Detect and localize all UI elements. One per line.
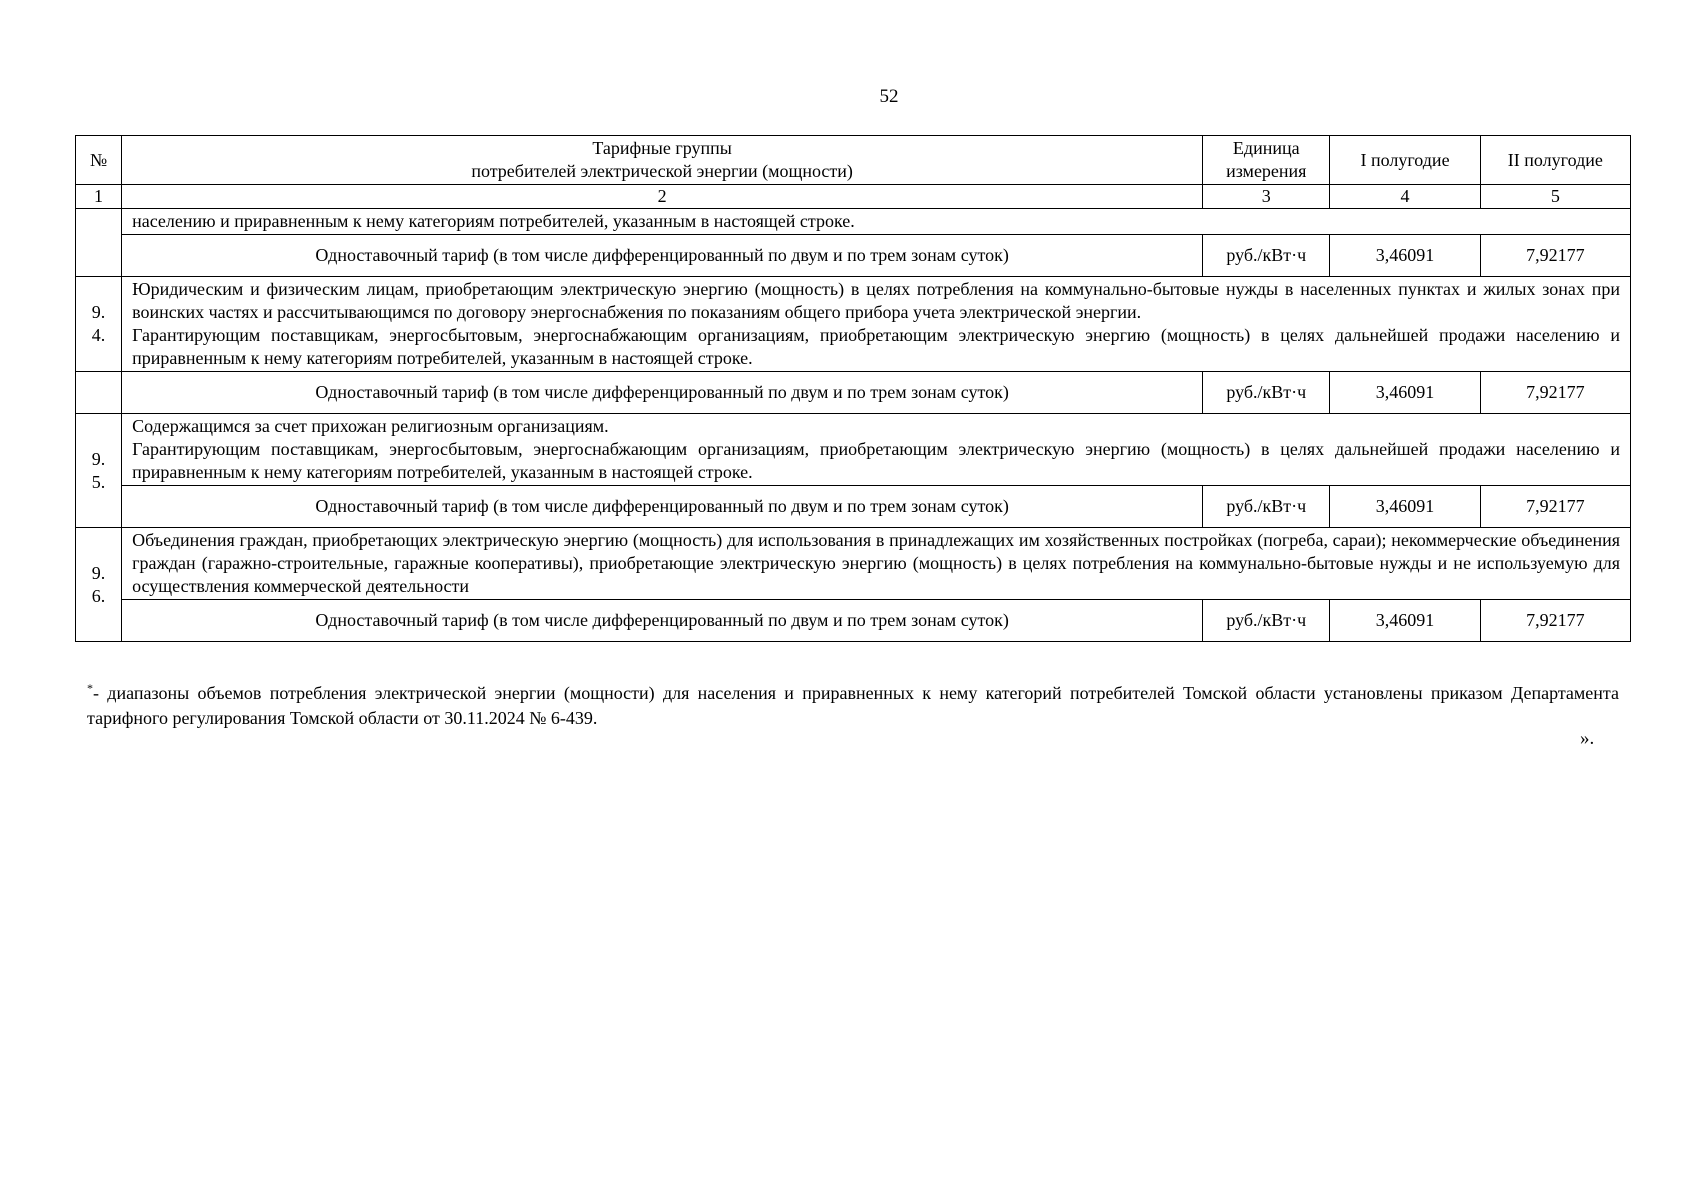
row-number-empty — [76, 372, 122, 414]
row-number — [76, 209, 122, 277]
row-number: 9. 5. — [76, 414, 122, 528]
table-header-row — [76, 136, 1631, 185]
rate-label: Одноставочный тариф (в том числе дифференцированный по двум и по трем зонам суток) — [122, 372, 1203, 414]
table-row — [76, 277, 1631, 372]
rate-row — [76, 600, 1631, 642]
rate-row — [76, 235, 1631, 277]
header-second-half: II полугодие — [1480, 136, 1630, 185]
header-first-half: I полугодие — [1330, 136, 1480, 185]
rate-unit: руб./кВт·ч — [1203, 600, 1330, 642]
header-number: № — [76, 136, 122, 185]
row-number: 9. 6. — [76, 528, 122, 642]
column-index: 5 — [1480, 185, 1630, 209]
header-unit: Единица измерения — [1203, 136, 1330, 185]
row-description: Содержащимся за счет прихожан религиозным организациям. Гарантирующим поставщикам, энергосбытовым, энергоснабжающим организациям, приобретающим электрическую энергию (мощность) в целях дальнейшей продажи населению и приравненным к нему категориям потребителей, указанным в настоящей строке. — [122, 414, 1631, 486]
rate-row — [76, 372, 1631, 414]
footnote-mark: * — [87, 681, 93, 695]
column-index: 4 — [1330, 185, 1480, 209]
rate-second-half: 7,92177 — [1480, 600, 1630, 642]
table-row — [76, 209, 1631, 235]
table-row — [76, 414, 1631, 486]
column-index-row — [76, 185, 1631, 209]
rate-unit: руб./кВт·ч — [1203, 235, 1330, 277]
rate-second-half: 7,92177 — [1480, 372, 1630, 414]
page-number: 52 — [879, 86, 899, 107]
closing-quote: ». — [1580, 728, 1595, 749]
rate-second-half: 7,92177 — [1480, 486, 1630, 528]
column-index: 2 — [122, 185, 1203, 209]
rate-first-half: 3,46091 — [1330, 235, 1480, 277]
header-tariff-groups: Тарифные группы потребителей электрической энергии (мощности) — [122, 136, 1203, 185]
rate-unit: руб./кВт·ч — [1203, 486, 1330, 528]
rate-first-half: 3,46091 — [1330, 486, 1480, 528]
rate-label: Одноставочный тариф (в том числе дифференцированный по двум и по трем зонам суток) — [122, 486, 1203, 528]
column-index: 3 — [1203, 185, 1330, 209]
footnote — [87, 676, 1619, 731]
row-description: Юридическим и физическим лицам, приобретающим электрическую энергию (мощность) в целях потребления на коммунально-бытовые нужды в населенных пунктах и жилых зонах при воинских частях и рассчитывающимся по договору энергоснабжения по показаниям общего прибора учета электрической энергии. Гарантирующим поставщикам, энергосбытовым, энергоснабжающим организациям, приобретающим электрическую энергию (мощность) в целях дальнейшей продажи населению и приравненным к нему категориям потребителей, указанным в настоящей строке. — [122, 277, 1631, 372]
row-number: 9. 4. — [76, 277, 122, 372]
tariff-table — [75, 135, 1631, 642]
rate-label: Одноставочный тариф (в том числе дифференцированный по двум и по трем зонам суток) — [122, 600, 1203, 642]
row-description: Объединения граждан, приобретающих электрическую энергию (мощность) для использования в принадлежащих им хозяйственных постройках (погреба, сараи); некоммерческие объединения граждан (гаражно-строительные, гаражные кооперативы), приобретающие электрическую энергию (мощность) в целях потребления на коммунально-бытовые нужды и не используемую для осуществления коммерческой деятельности — [122, 528, 1631, 600]
rate-second-half: 7,92177 — [1480, 235, 1630, 277]
table-row — [76, 528, 1631, 600]
rate-first-half: 3,46091 — [1330, 600, 1480, 642]
footnote-text: - диапазоны объемов потребления электрической энергии (мощности) для населения и приравненных к нему категорий потребителей Томской области установлены приказом Департамента тарифного регулирования Томской области от 30.11.2024 № 6-439. — [87, 683, 1619, 728]
rate-row — [76, 486, 1631, 528]
rate-unit: руб./кВт·ч — [1203, 372, 1330, 414]
rate-first-half: 3,46091 — [1330, 372, 1480, 414]
column-index: 1 — [76, 185, 122, 209]
rate-label: Одноставочный тариф (в том числе дифференцированный по двум и по трем зонам суток) — [122, 235, 1203, 277]
row-description: населению и приравненным к нему категориям потребителей, указанным в настоящей строке. — [122, 209, 1631, 235]
